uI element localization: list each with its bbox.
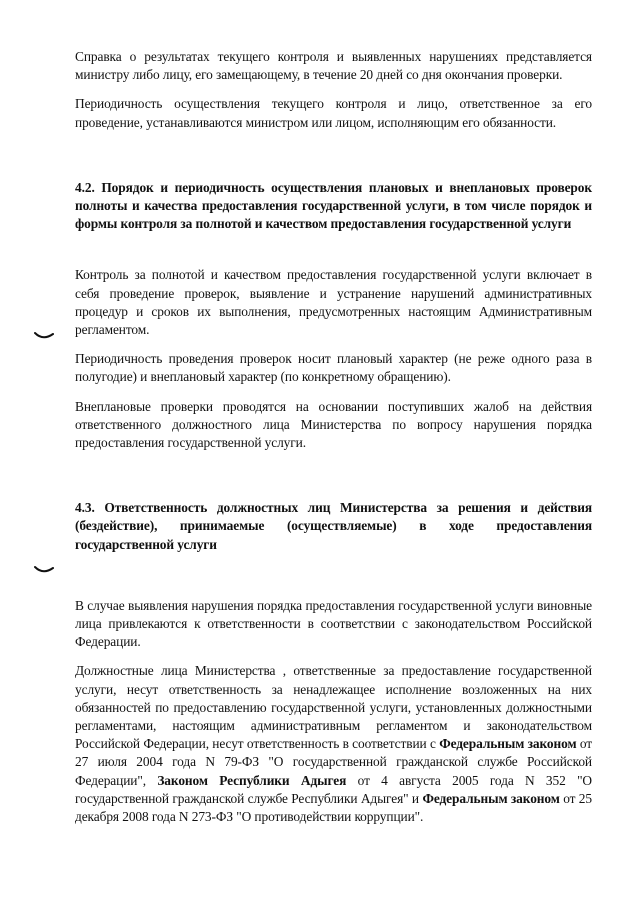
section-heading-4-3: 4.3. Ответственность должностных лиц Министерства за решения и действия (бездействие), принимаемые (осуществляемые) в ходе предоставления государственной услуги [75, 500, 592, 552]
paragraph: Справка о результатах текущего контроля и выявленных нарушениях представляется министру либо лицу, его замещающему, в течение 20 дней со дня окончания проверки. [75, 49, 592, 83]
document-page [75, 48, 592, 826]
text-run: Должностные лица Министерства , ответственные за предоставление государственной услуги, несут ответственность за ненадлежащее исполнение возложенных на них обязанностей по предоставлению государственной услуги, установленных должностными регламентами, настоящим административным регламентом и законодательством Российской Федерации, несут ответственность в соответствии с [75, 663, 592, 752]
text-run: от 27 июля 2004 года N 79-ФЗ "О государственной гражданской службе Российской Федерации", [75, 736, 592, 788]
paragraph: Контроль за полнотой и качеством предоставления государственной услуги включает в себя проведение проверок, выявление и устранение нарушений административных процедур и сроков их выполнения, предусмотренных настоящим Административным регламентом. [75, 267, 592, 338]
margin-mark [34, 565, 54, 575]
paragraph: В случае выявления нарушения порядка предоставления государственной услуги виновные лица привлекаются к ответственности в соответствии с законодательством Российской Федерации. [75, 597, 592, 650]
text-run: от 25 декабря 2008 года N 273-ФЗ "О противодействии коррупции". [75, 790, 592, 825]
law-reference: Законом Республики Адыгея [157, 772, 347, 788]
section-heading-4-2: 4.2. Порядок и периодичность осуществления плановых и внеплановых проверок полноты и качества предоставления государственной услуги, в том числе порядок и формы контроля за полнотой и качеством предоставления государственной услуги [75, 179, 592, 232]
paragraph: Периодичность проведения проверок носит плановый характер (не реже одного раза в полугодие) и внеплановый характер (по конкретному обращению). [75, 351, 592, 385]
paragraph: Внеплановые проверки проводятся на основании поступивших жалоб на действия ответственного должностного лица Министерства по вопросу нарушения порядка предоставления государственной услуги. [75, 398, 592, 451]
law-reference: Федеральным законом [422, 790, 560, 806]
margin-mark [34, 331, 54, 341]
paragraph: Периодичность осуществления текущего контроля и лицо, ответственное за его проведение, устанавливаются министром или лицом, исполняющим его обязанности. [75, 96, 592, 130]
law-reference: Федеральным законом [439, 736, 577, 752]
paragraph [75, 662, 592, 826]
text-run: от 4 августа 2005 года N 352 "О государственной гражданской службе Республики Адыгея" и [75, 772, 593, 806]
